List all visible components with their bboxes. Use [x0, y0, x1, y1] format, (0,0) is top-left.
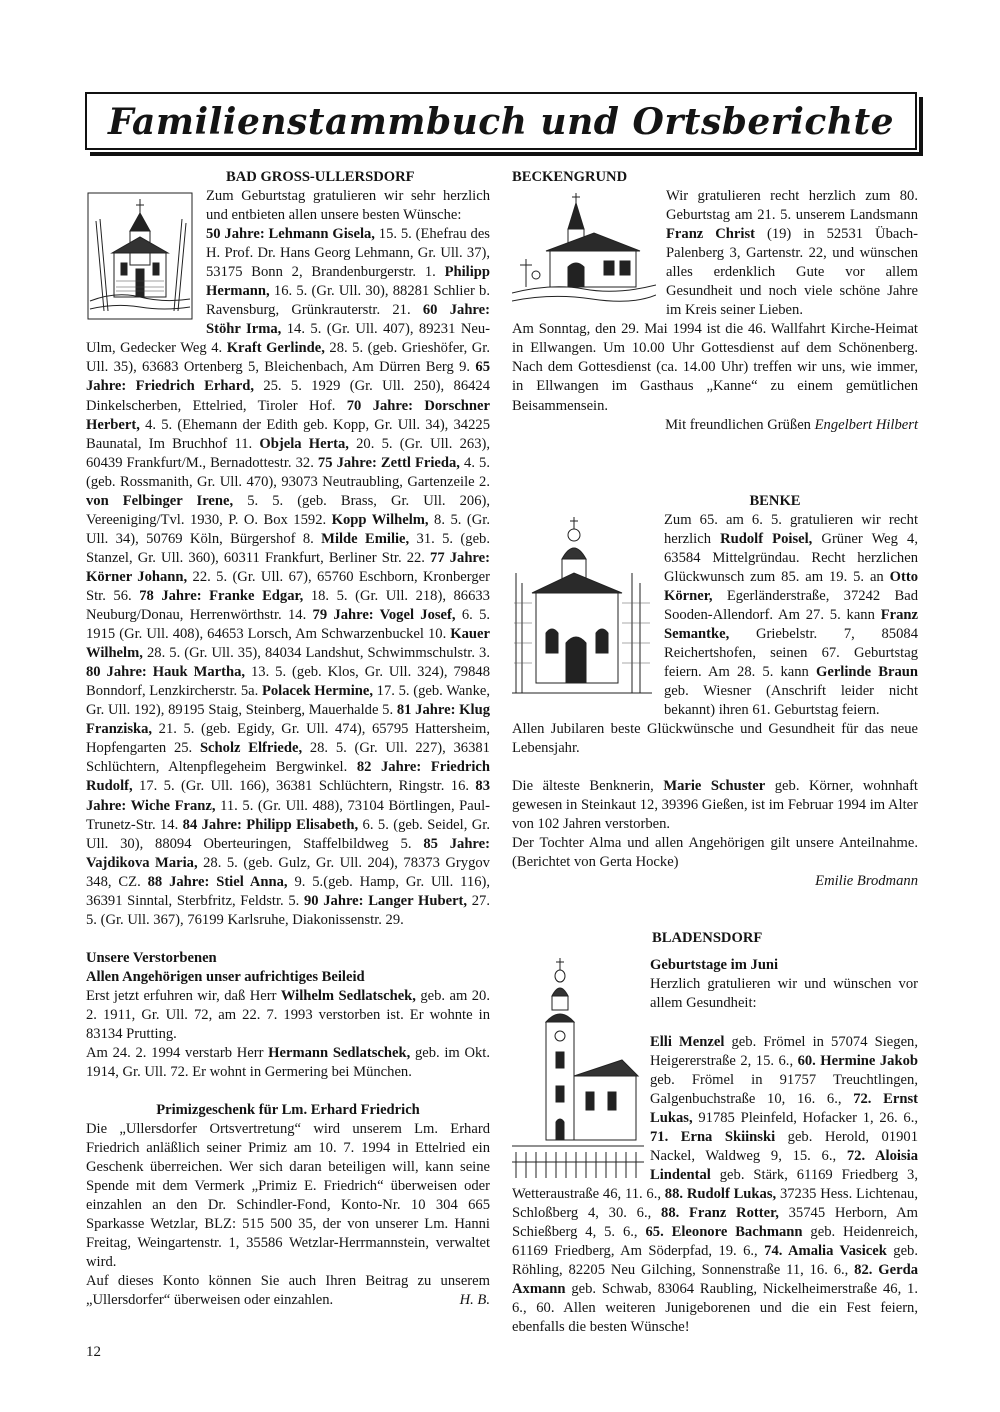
beckengrund-signature-name: Engelbert Hilbert — [814, 416, 918, 433]
beckengrund-signature — [512, 416, 918, 435]
bladensdorf-intro: Herzlich gratulieren wir und wünschen vor allem Gesundheit: — [650, 976, 918, 1012]
heading-primiz: Primizgeschenk für Lm. Erhard Friedrich — [156, 1102, 420, 1119]
heading-verstorbene: Unsere Verstorbenen — [86, 949, 217, 966]
benke-p1: Zum 65. am 6. 5. gratulieren wir recht herzlich Rudolf Poisel, Grüner Weg 4, 63584 Mittelgründau. Recht herzlichen Glückwunsch zum 85. am 19. 5. an Otto Körner, Egerländerstraße, 37242 Bad Sooden-Allendorf. Am 27. 5. kann Franz Semantke, Griebelstr. 7, 85084 Reichertshofen, seinen 67. Geburtstag feiern. Am 28. 5. kann Gerlinde Braun geb. Wiesner (Anschrift leider nicht bekannt) ihren 61. Geburtstag feiern. — [664, 511, 919, 719]
beckengrund-p1: Wir gratulieren recht herzlich zum 80. Geburtstag am 21. 5. unserem Landsmann Franz Christ (19) in 52531 Übach-Palenberg 3, Gartenstr. 22, und wünschen alles erdenklich Gute vor allem Gesundheit und noch viele schöne Jahre im Kreis seiner Lieben. — [666, 188, 918, 319]
subheading-geburtstage-juni: Geburtstage im Juni — [650, 957, 779, 974]
chapel-illustration-beckengrund — [512, 189, 660, 309]
primiz-signature: H. B. — [459, 1292, 490, 1309]
church-illustration-bladensdorf — [512, 956, 648, 1184]
primiz-p1: Die „Ullersdorfer Ortsvertretung“ wird unserem Lm. Erhard Friedrich anläßlich seiner Primiz am 10. 7. 1994 in Ettelried ein Geschenk überreichen. Wer sich daran beteiligen will, kann seine Spende mit dem Vermerk „Primiz E. Friedrich“ überweisen oder einzahlen an den Dr. Schindler-Fond, Konto-Nr. 10 304 665 Sparkasse Wetzlar, BLZ: 515 500 35, der von unserer Lm. Hanni Freitag, Weingartenstr. 1, 35586 Wetzlar-Herrmannstein, verwaltet wird. — [86, 1121, 490, 1271]
primiz-p2-text: Auf dieses Konto können Sie auch Ihren Beitrag zu unserem „Ullersdorfer“ überweisen oder einzahlen. — [86, 1273, 490, 1309]
page-title: Familienstammbuch und Ortsberichte — [107, 101, 895, 143]
header-banner — [85, 92, 917, 150]
right-column — [512, 168, 918, 1337]
verstorbene-p1: Erst jetzt erfuhren wir, daß Herr Wilhelm Sedlatschek, geb. am 20. 2. 1911, Gr. Ull. 72, am 22. 7. 1993 verstorben ist. Er wohnte in 83134 Prutting. — [86, 987, 490, 1042]
bad-gross-ullersdorf-intro: Zum Geburtstag gratulieren wir sehr herzlich und entbieten allen unsere besten Wünsche: — [206, 188, 490, 224]
beckengrund-greeting: Mit freundlichen Grüßen — [665, 416, 811, 433]
benke-p3: Die älteste Benknerin, Marie Schuster geb. Körner, wohnhaft gewesen in Steinkaut 12, 39396 Gießen, ist im Februar 1994 im Alter von 102 Jahren verstorben. — [512, 778, 918, 833]
chapel-illustration-benke — [512, 513, 658, 703]
bladensdorf-birthdays: Elli Menzel geb. Frömel in 57074 Siegen, Heigererstraße 2, 15. 6., 60. Hermine Jakob geb. Frömel in 91757 Treuchtlingen, Galgenbuchstraße 10, 16. 6., 72. Ernst Lukas, 91785 Pleinfeld, Hofacker 1, 26. 6., 71. Erna Skiinski geb. Herold, 01901 Nackel, Waldweg 9, 15. 6., 72. Aloisia Lindental geb. Stärk, 61169 Friedberg 3, Wetteraustraße 46, 11. 6., 88. Rudolf Lukas, 37235 Hess. Lichtenau, Schloßberg 4, 30. 6., 88. Franz Rotter, 35745 Herborn, Am Schießberg 4, 5. 6., 65. Eleonore Bachmann geb. Heidenreich, 61169 Friedberg, Am Söderpfad, 19. 6., 74. Amalia Vasicek geb. Röhling, 82205 Neu Gilching, Sonnenstraße 11, 16. 6., 82. Gerda Axmann geb. Schwab, 83064 Raubling, Nickelheimerstraße 46, 1. 6., 60. Allen weiteren Junigeborenen und die ein Fest feiern, ebenfalls die besten Wünsche! — [512, 1033, 919, 1336]
benke-p2: Allen Jubilaren beste Glückwünsche und Gesundheit für das neue Lebensjahr. — [512, 721, 918, 757]
benke-p4: Der Tochter Alma und allen Angehörigen gilt unsere Anteilnahme. (Berichtet von Gerta Hocke) — [512, 835, 918, 871]
heading-bad-gross-ullersdorf: BAD GROSS-ULLERSDORF — [226, 169, 415, 185]
verstorbene-p2: Am 24. 2. 1994 verstarb Herr Hermann Sedlatschek, geb. im Okt. 1914, Gr. Ull. 72. Er wohnt in Germering bei München. — [86, 1044, 490, 1081]
heading-beckengrund: BECKENGRUND — [512, 169, 628, 185]
heading-benke: BENKE — [749, 492, 801, 509]
left-column — [86, 168, 490, 1311]
beckengrund-p2: Am Sonntag, den 29. Mai 1994 ist die 46. Wallfahrt Kirche-Heimat in Ellwangen. Um 10.00 Uhr Gottesdienst auf dem Schönenberg. Nach dem Gottesdienst (ca. 14.00 Uhr) treffen wir uns, wie immer, in Ellwangen im Gasthaus „Kanne“ zu einem gemütlichen Beisammensein. — [512, 321, 918, 414]
bad-gross-ullersdorf-birthdays: 50 Jahre: Lehmann Gisela, 15. 5. (Ehefrau des H. Prof. Dr. Hans Georg Lehmann, Gr. Ull. 37), 53175 Bonn 2, Brandenburgerstr. 1. Philipp Hermann, 16. 5. (Gr. Ull. 30), 88281 Schlier b. Ravensburg, Grünkrauterstr. 21. 60 Jahre: Stöhr Irma, 14. 5. (Gr. Ull. 407), 89231 Neu-Ulm, Gedecker Weg 4. Kraft Gerlinde, 28. 5. (geb. Grieshöfer, Gr. Ull. 35), 63683 Ortenberg 5, Bleichenbach, Am Dürren Berg 9. 65 Jahre: Friedrich Erhard, 25. 5. 1929 (Gr. Ull. 250), 86424 Dinkelscherben, Ettelried, Tiroler Hof. 70 Jahre: Dorschner Herbert, 4. 5. (Ehemann der Edith geb. Kopp, Gr. Ull. 34), 34225 Baunatal, Im Bruchhof 11. Objela Herta, 20. 5. (Gr. Ull. 263), 60439 Frankfurt/M., Bernadottestr. 32. 75 Jahre: Zettl Frieda, 4. 5. (geb. Rossmanith, Gr. Ull. 470), 93073 Neutraubling, Gartenzeile 2. von Felbinger Irene, 5. 5. (geb. Brass, Gr. Ull. 206), Vereeniging/Tvl. 1930, P. O. Box 1592. Kopp Wilhelm, 8. 5. (Gr. Ull. 34), 50769 Köln, Bürgershof 8. Milde Emilie, 31. 5. (geb. Stanzel, Gr. Ull. 360), 60311 Frankfurt, Berliner Str. 22. 77 Jahre: Körner Johann, 22. 5. (Gr. Ull. 67), 65760 Eschborn, Kronberger Str. 56. 78 Jahre: Franke Edgar, 18. 5. (Gr. Ull. 218), 86633 Neuburg/Donau, Herrenwörthstr. 14. 79 Jahre: Vogel Josef, 6. 5. 1915 (Gr. Ull. 408), 64653 Lorsch, Am Schwarzenbuckel 10. Kauer Wilhelm, 28. 5. (Gr. Ull. 35), 84034 Landshut, Schwimmschulstr. 3. 80 Jahre: Hauk Martha, 13. 5. (geb. Klos, Gr. Ull. 324), 79848 Bonndorf, Lenzkircherstr. 5a. Polacek Hermine, 17. 5. (geb. Wanke, Gr. Ull. 192), 89195 Staig, Steinberg, Mauerhalde 5. 81 Jahre: Klug Franziska, 21. 5. (geb. Egidy, Gr. Ull. 474), 65795 Hattersheim, Hopfengarten 25. Scholz Elfriede, 28. 5. (Gr. Ull. 227), 36381 Schlüchtern, Altenpflegeheim Bergwinkel. 82 Jahre: Friedrich Rudolf, 17. 5. (Gr. Ull. 166), 36381 Schlüchtern, Ringstr. 16. 83 Jahre: Wiche Franz, 11. 5. (Gr. Ull. 488), 73104 Börtlingen, Paul-Trunetz-Str. 14. 84 Jahre: Philipp Elisabeth, 6. 5. (geb. Seidel, Gr. Ull. 30), 88094 Oberteuringen, Staffelbildweg 5. 85 Jahre: Vajdikova Maria, 28. 5. (geb. Gulz, Gr. Ull. 204), 78373 Grygov 348, CZ. 88 Jahre: Stiel Anna, 9. 5.(geb. Hamp, Gr. Ull. 116), 36391 Sinntal, Sterbfritz, Feldstr. 5. 90 Jahre: Langer Hubert, 27. 5. (Gr. Ull. 367), 76199 Karlsruhe, Diakonissenstr. 29. — [86, 226, 491, 928]
primiz-p2 — [86, 1272, 490, 1310]
church-illustration-ullersdorf — [86, 191, 196, 326]
heading-bladensdorf: BLADENSDORF — [652, 930, 763, 947]
subheading-beileid: Allen Angehörigen unser aufrichtiges Beileid — [86, 968, 365, 985]
page-number: 12 — [86, 1344, 101, 1360]
benke-signature: Emilie Brodmann — [815, 873, 918, 890]
